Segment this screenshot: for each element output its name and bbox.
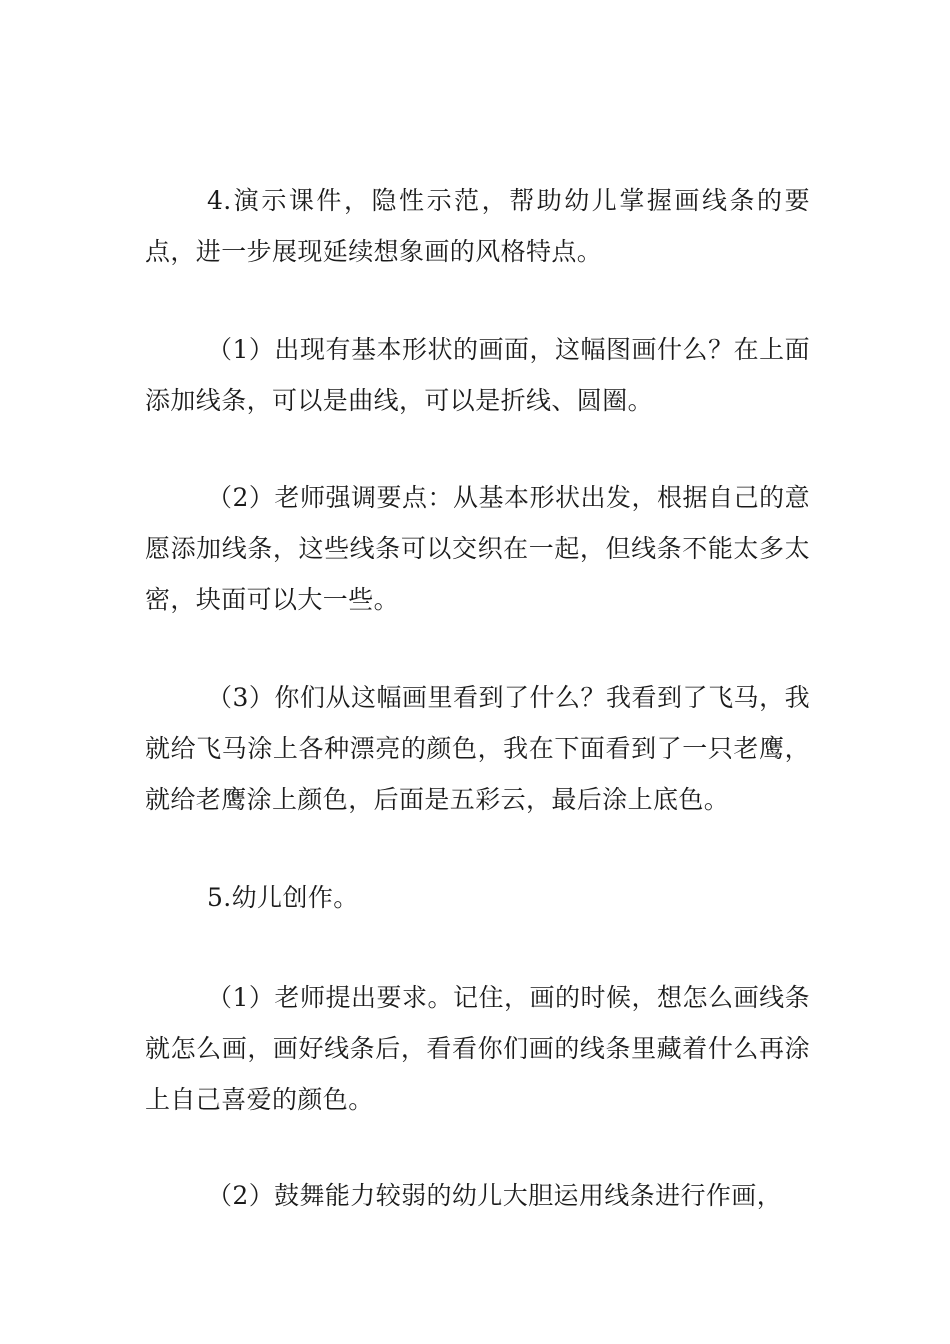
paragraph-step-4-2: （2）老师强调要点：从基本形状出发，根据自己的意愿添加线条，这些线条可以交织在一起，但线条不能太多太密，块面可以大一些。 (145, 483, 810, 614)
paragraph-step-4-3: （3）你们从这幅画里看到了什么？我看到了飞马，我就给飞马涂上各种漂亮的颜色，我在下面看到了一只老鹰，就给老鹰涂上颜色，后面是五彩云，最后涂上底色。 (145, 683, 810, 814)
paragraph-step-5: 5.幼儿创作。 (207, 883, 359, 912)
paragraph-step-4: 4.演示课件，隐性示范，帮助幼儿掌握画线条的要点，进一步展现延续想象画的风格特点。 (145, 186, 810, 266)
paragraph-step-4-1: （1）出现有基本形状的画面，这幅图画什么？在上面添加线条，可以是曲线，可以是折线、圆圈。 (145, 335, 810, 415)
paragraph-step-5-2: （2）鼓舞能力较弱的幼儿大胆运用线条进行作画， (207, 1181, 783, 1210)
paragraph-step-5-1: （1）老师提出要求。记住，画的时候，想怎么画线条就怎么画，画好线条后，看看你们画的线条里藏着什么再涂上自己喜爱的颜色。 (145, 983, 810, 1114)
